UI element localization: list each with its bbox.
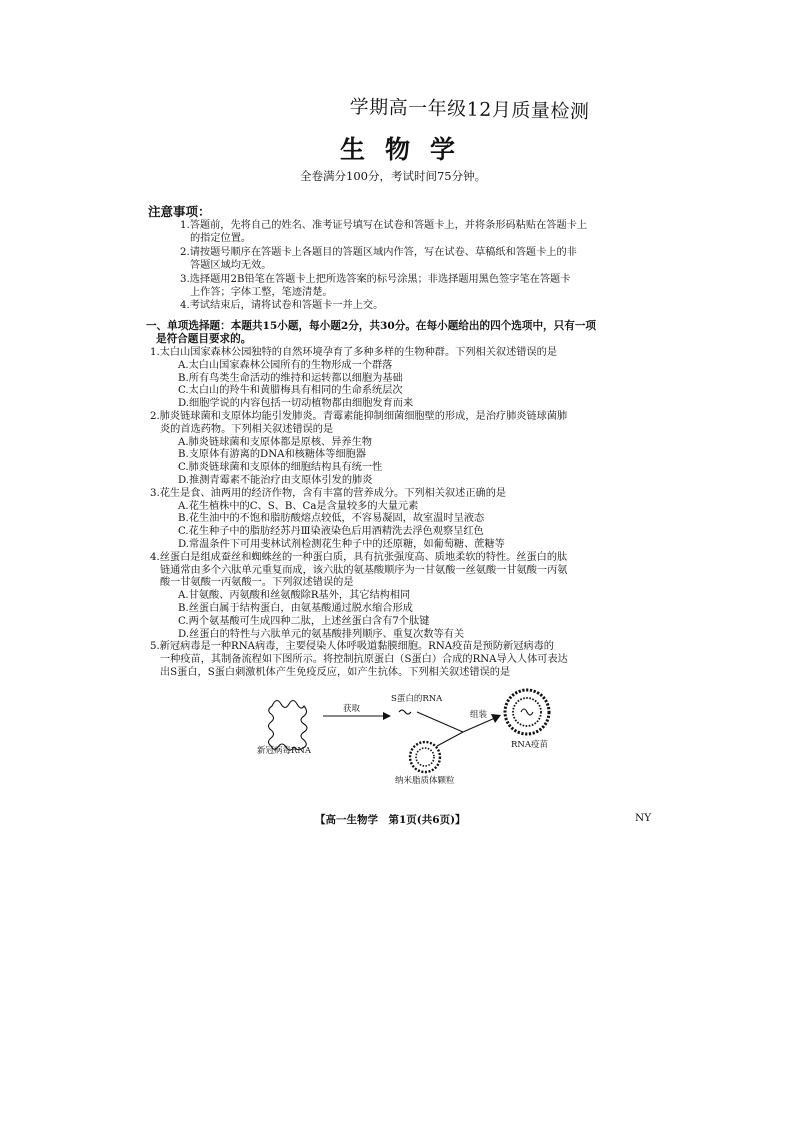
- option-c: C.花生种子中的脂肪经苏丹Ⅲ染液染色后用酒精洗去浮色观察呈红色: [178, 526, 484, 538]
- question-5: [150, 641, 654, 679]
- section-line: 一、单项选择题：本题共15小题，每小题2分，共30分。在每小题给出的四个选项中，只有一项: [146, 320, 597, 332]
- option-c: C.两个氨基酸可生成四种二肽，上述丝蛋白含有7个肽键: [178, 615, 430, 627]
- question-stem: 链通常由多个六肽单元重复而成，该六肽的氨基酸顺序为一甘氨酸一丝氨酸一甘氨酸一丙氨: [160, 564, 568, 576]
- option-a: A.花生植株中的C、S、B、Ca是含量较多的大量元素: [178, 500, 419, 512]
- assemble-label: 组装: [470, 710, 488, 720]
- question-4: [150, 552, 654, 642]
- question-stem: 1.太白山国家森林公园独特的自然环境孕育了多种多样的生物种群。下列相关叙述错误的是: [150, 347, 558, 358]
- question-stem: 出S蛋白，S蛋白刺激机体产生免疫反应，如产生抗体。下列相关叙述错误的是: [160, 666, 511, 678]
- option-d: D.推测青霉素不能治疗由支原体引发的肺炎: [178, 474, 373, 486]
- option-b: B.支原体有游离的DNA和核糖体等细胞器: [178, 449, 366, 461]
- subject-title: 生物学: [340, 135, 476, 164]
- option-d: D.常温条件下可用斐林试剂检测花生种子中的还原糖，如葡萄糖、蔗糖等: [178, 538, 505, 550]
- assemble-line-bottom: [437, 732, 463, 746]
- option-c: C.肺炎链球菌和支原体的细胞结构具有统一性: [178, 462, 383, 474]
- question-stem: 4.丝蛋白是组成蚕丝和蜘蛛丝的一种蛋白质，具有抗张强度高、质地柔软的特性。丝蛋白的肽: [150, 551, 568, 563]
- notice-list: [180, 219, 650, 313]
- question-list: [150, 347, 654, 680]
- notice-line: 1.答题前，先将自己的姓名、准考证号填写在试卷和答题卡上，并将条形码粘贴在答题卡上: [180, 220, 588, 231]
- notice-line: 2.请按题号顺序在答题卡上各题目的答题区域内作答，写在试卷、草稿纸和答题卡上的非: [180, 246, 577, 258]
- nano-particle-inner: [416, 748, 434, 766]
- obtain-label: 获取: [343, 704, 361, 714]
- s-rna-label: S蛋白的RNA: [391, 694, 443, 704]
- rna-vaccine-diagram: [255, 682, 575, 786]
- question-stem: 炎的首选药物。下列相关叙述错误的是: [160, 423, 334, 435]
- question-stem: 3.花生是食、油两用的经济作物，含有丰富的营养成分。下列相关叙述正确的是: [150, 487, 507, 499]
- paper-code: NY: [635, 812, 652, 824]
- notice-line: 上作答；字体工整，笔迹清楚。: [190, 287, 333, 299]
- nano-particle-outer: [410, 742, 440, 772]
- section-heading: [146, 320, 654, 347]
- option-a: A.甘氨酸、丙氨酸和丝氨酸除R基外，其它结构相同: [178, 590, 411, 602]
- obtain-arrow-head: [383, 712, 391, 720]
- question-2: [150, 411, 654, 488]
- option-b: B.所有鸟类生命活动的维持和运转都以细胞为基础: [178, 372, 403, 384]
- section-line: 是符合题目要求的。: [156, 333, 252, 346]
- page-footer: 【高一生物学 第1页(共6页)】: [315, 814, 466, 826]
- option-a: A.肺炎链球菌和支原体都是原核、异养生物: [178, 436, 372, 448]
- notice-line: 的指定位置。: [190, 233, 252, 245]
- vaccine-rna-core: [521, 709, 533, 715]
- question-3: [150, 488, 654, 552]
- exam-info: 全卷满分100分，考试时间75分钟。: [300, 169, 487, 183]
- option-c: C.太白山的羚牛和黄腊梅具有相同的生命系统层次: [178, 385, 403, 397]
- exam-sheet: [140, 92, 660, 832]
- option-a: A.太白山国家森林公园所有的生物形成一个群落: [178, 359, 393, 371]
- question-stem: 一种疫苗，其制备流程如下图所示。将控制抗原蛋白（S蛋白）合成的RNA导入人体可表达: [160, 654, 568, 666]
- option-b: B.丝蛋白属于结构蛋白，由氨基酸通过脱水缩合形成: [178, 602, 413, 614]
- notice-line: 4.考试结束后，请将试卷和答题卡一并上交。: [180, 300, 384, 312]
- question-stem: 5.新冠病毒是一种RNA病毒，主要侵染人体呼吸道黏膜细胞。RNA疫苗是预防新冠病毒的: [150, 641, 554, 653]
- exam-header-line: 学期高一年级12月质量检测: [349, 95, 590, 124]
- option-b: B.花生油中的不饱和脂肪酸熔点较低，不容易凝固，故室温时呈液态: [178, 513, 485, 525]
- vaccine-label: RNA疫苗: [511, 740, 548, 750]
- notice-line: 答题区域均无效。: [190, 260, 272, 272]
- option-d: D.丝蛋白的特性与六肽单元的氨基酸排列顺序、重复次数等有关: [178, 628, 465, 640]
- option-d: D.细胞学说的内容包括一切动植物都由细胞发育而来: [178, 398, 414, 410]
- s-rna-squiggle: [399, 710, 411, 714]
- nano-particle-label: 纳米脂质体颗粒: [395, 776, 455, 786]
- notice-heading: 注意事项：: [148, 204, 211, 219]
- notice-line: 3.选择题用2B铅笔在答题卡上把所选答案的标号涂黑；非选择题用黑色签字笔在答题卡: [180, 273, 571, 285]
- question-1: [150, 347, 654, 411]
- question-stem: 酸一甘氨酸一丙氨酸一。下列叙述错误的是: [160, 577, 354, 589]
- virus-rna-strand: [269, 701, 308, 751]
- question-stem: 2.肺炎链球菌和支原体均能引发肺炎。青霉素能抑制细菌细胞壁的形成，是治疗肺炎链球菌肺: [150, 410, 568, 422]
- virus-rna-label: 新冠病毒RNA: [257, 746, 311, 756]
- assemble-line-top: [417, 712, 463, 732]
- assemble-arrow: [463, 718, 495, 732]
